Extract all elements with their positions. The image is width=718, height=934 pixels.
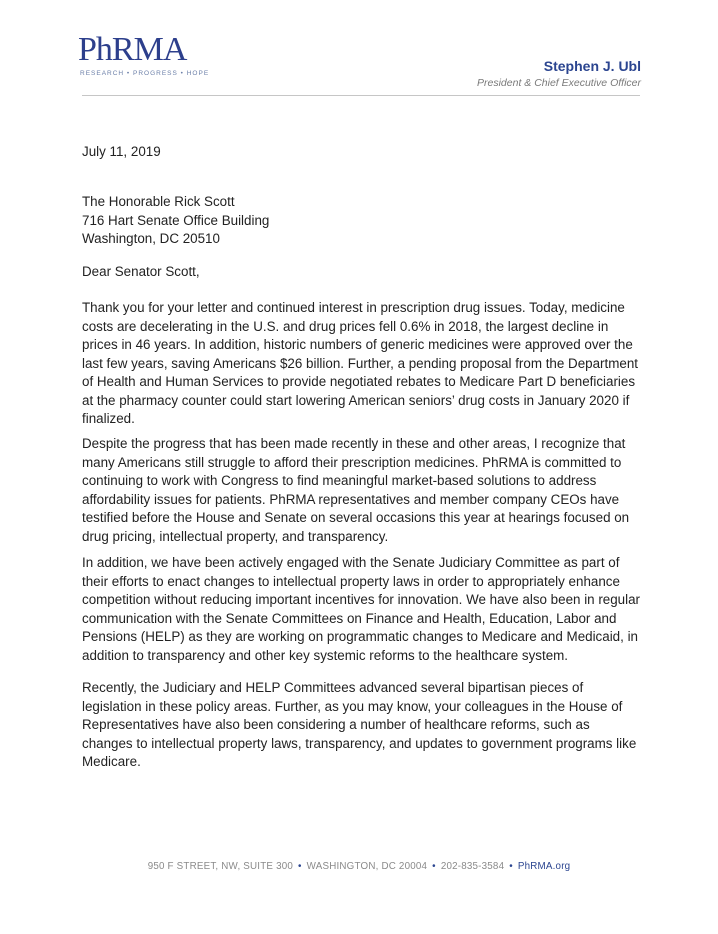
logo-wordmark: PhRMA xyxy=(78,31,187,68)
paragraph-2: Despite the progress that has been made recently in these and other areas, I recognize that many Americans still struggle to afford their prescription medicines. PhRMA is committed to continuing to work with Congress to find meaningful market-based solutions to address affordability issues for patients. PhRMA representatives and member company CEOs have testified before the House and Senate on several occasions this year at hearings focused on drug pricing, intellectual property, and transparency. xyxy=(82,436,630,544)
paragraph-1: Thank you for your letter and continued interest in prescription drug issues. Today, medicine costs are decelerating in the U.S. and drug prices fell 0.6% in 2018, the largest decline in prices in 46 years. In addition, historic numbers of generic medicines were approved over the last few years, saving Americans $26 billion. Further, a pending proposal from the Department of Health and Human Services to provide negotiated rebates to Medicare Part D beneficiaries at the pharmacy counter could start lowering American seniors’ drug costs in January 2020 if finalized. xyxy=(82,300,638,426)
paragraph-3: In addition, we have been actively engaged with the Senate Judiciary Committee as part of their efforts to enact changes to intellectual property laws in order to appropriately enhance competition without reducing important incentives for innovation. We have also been in regular communication with the Senate Committees on Finance and Health, Education, Labor and Pensions (HELP) as they are working on programmatic changes to Medicare and Medicaid, in addition to transparency and other key systemic reforms to the healthcare system. xyxy=(82,555,641,663)
executive-name: Stephen J. Ubl xyxy=(543,58,641,74)
footer-website-link[interactable]: PhRMA.org xyxy=(517,861,571,872)
footer-address: 950 F STREET, NW, SUITE 300 xyxy=(147,861,294,872)
footer-phone: 202-835-3584 xyxy=(440,861,505,872)
letter-date: July 11, 2019 xyxy=(82,144,161,159)
phrma-logo xyxy=(78,31,210,81)
recipient-name: The Honorable Rick Scott xyxy=(82,194,235,209)
paragraph-4: Recently, the Judiciary and HELP Committees advanced several bipartisan pieces of legislation in these policy areas. Further, as you may know, your colleagues in the House of Representatives have also been considering a number of healthcare reforms, such as changes to intellectual property laws, transparency, and updates to government programs like Medicare. xyxy=(82,680,637,769)
footer-separator-icon: • xyxy=(509,861,513,872)
header-divider xyxy=(82,95,640,96)
recipient-address-line1: 716 Hart Senate Office Building xyxy=(82,212,270,228)
recipient-address-line2: Washington, DC 20510 xyxy=(82,231,220,246)
salutation: Dear Senator Scott, xyxy=(82,264,200,279)
executive-title: President & Chief Executive Officer xyxy=(477,77,641,89)
footer xyxy=(0,861,718,872)
footer-separator-icon: • xyxy=(432,861,436,872)
footer-city: WASHINGTON, DC 20004 xyxy=(306,861,428,872)
footer-separator-icon: • xyxy=(298,861,302,872)
recipient-address xyxy=(82,193,642,249)
logo-tagline: RESEARCH • PROGRESS • HOPE xyxy=(80,70,210,77)
